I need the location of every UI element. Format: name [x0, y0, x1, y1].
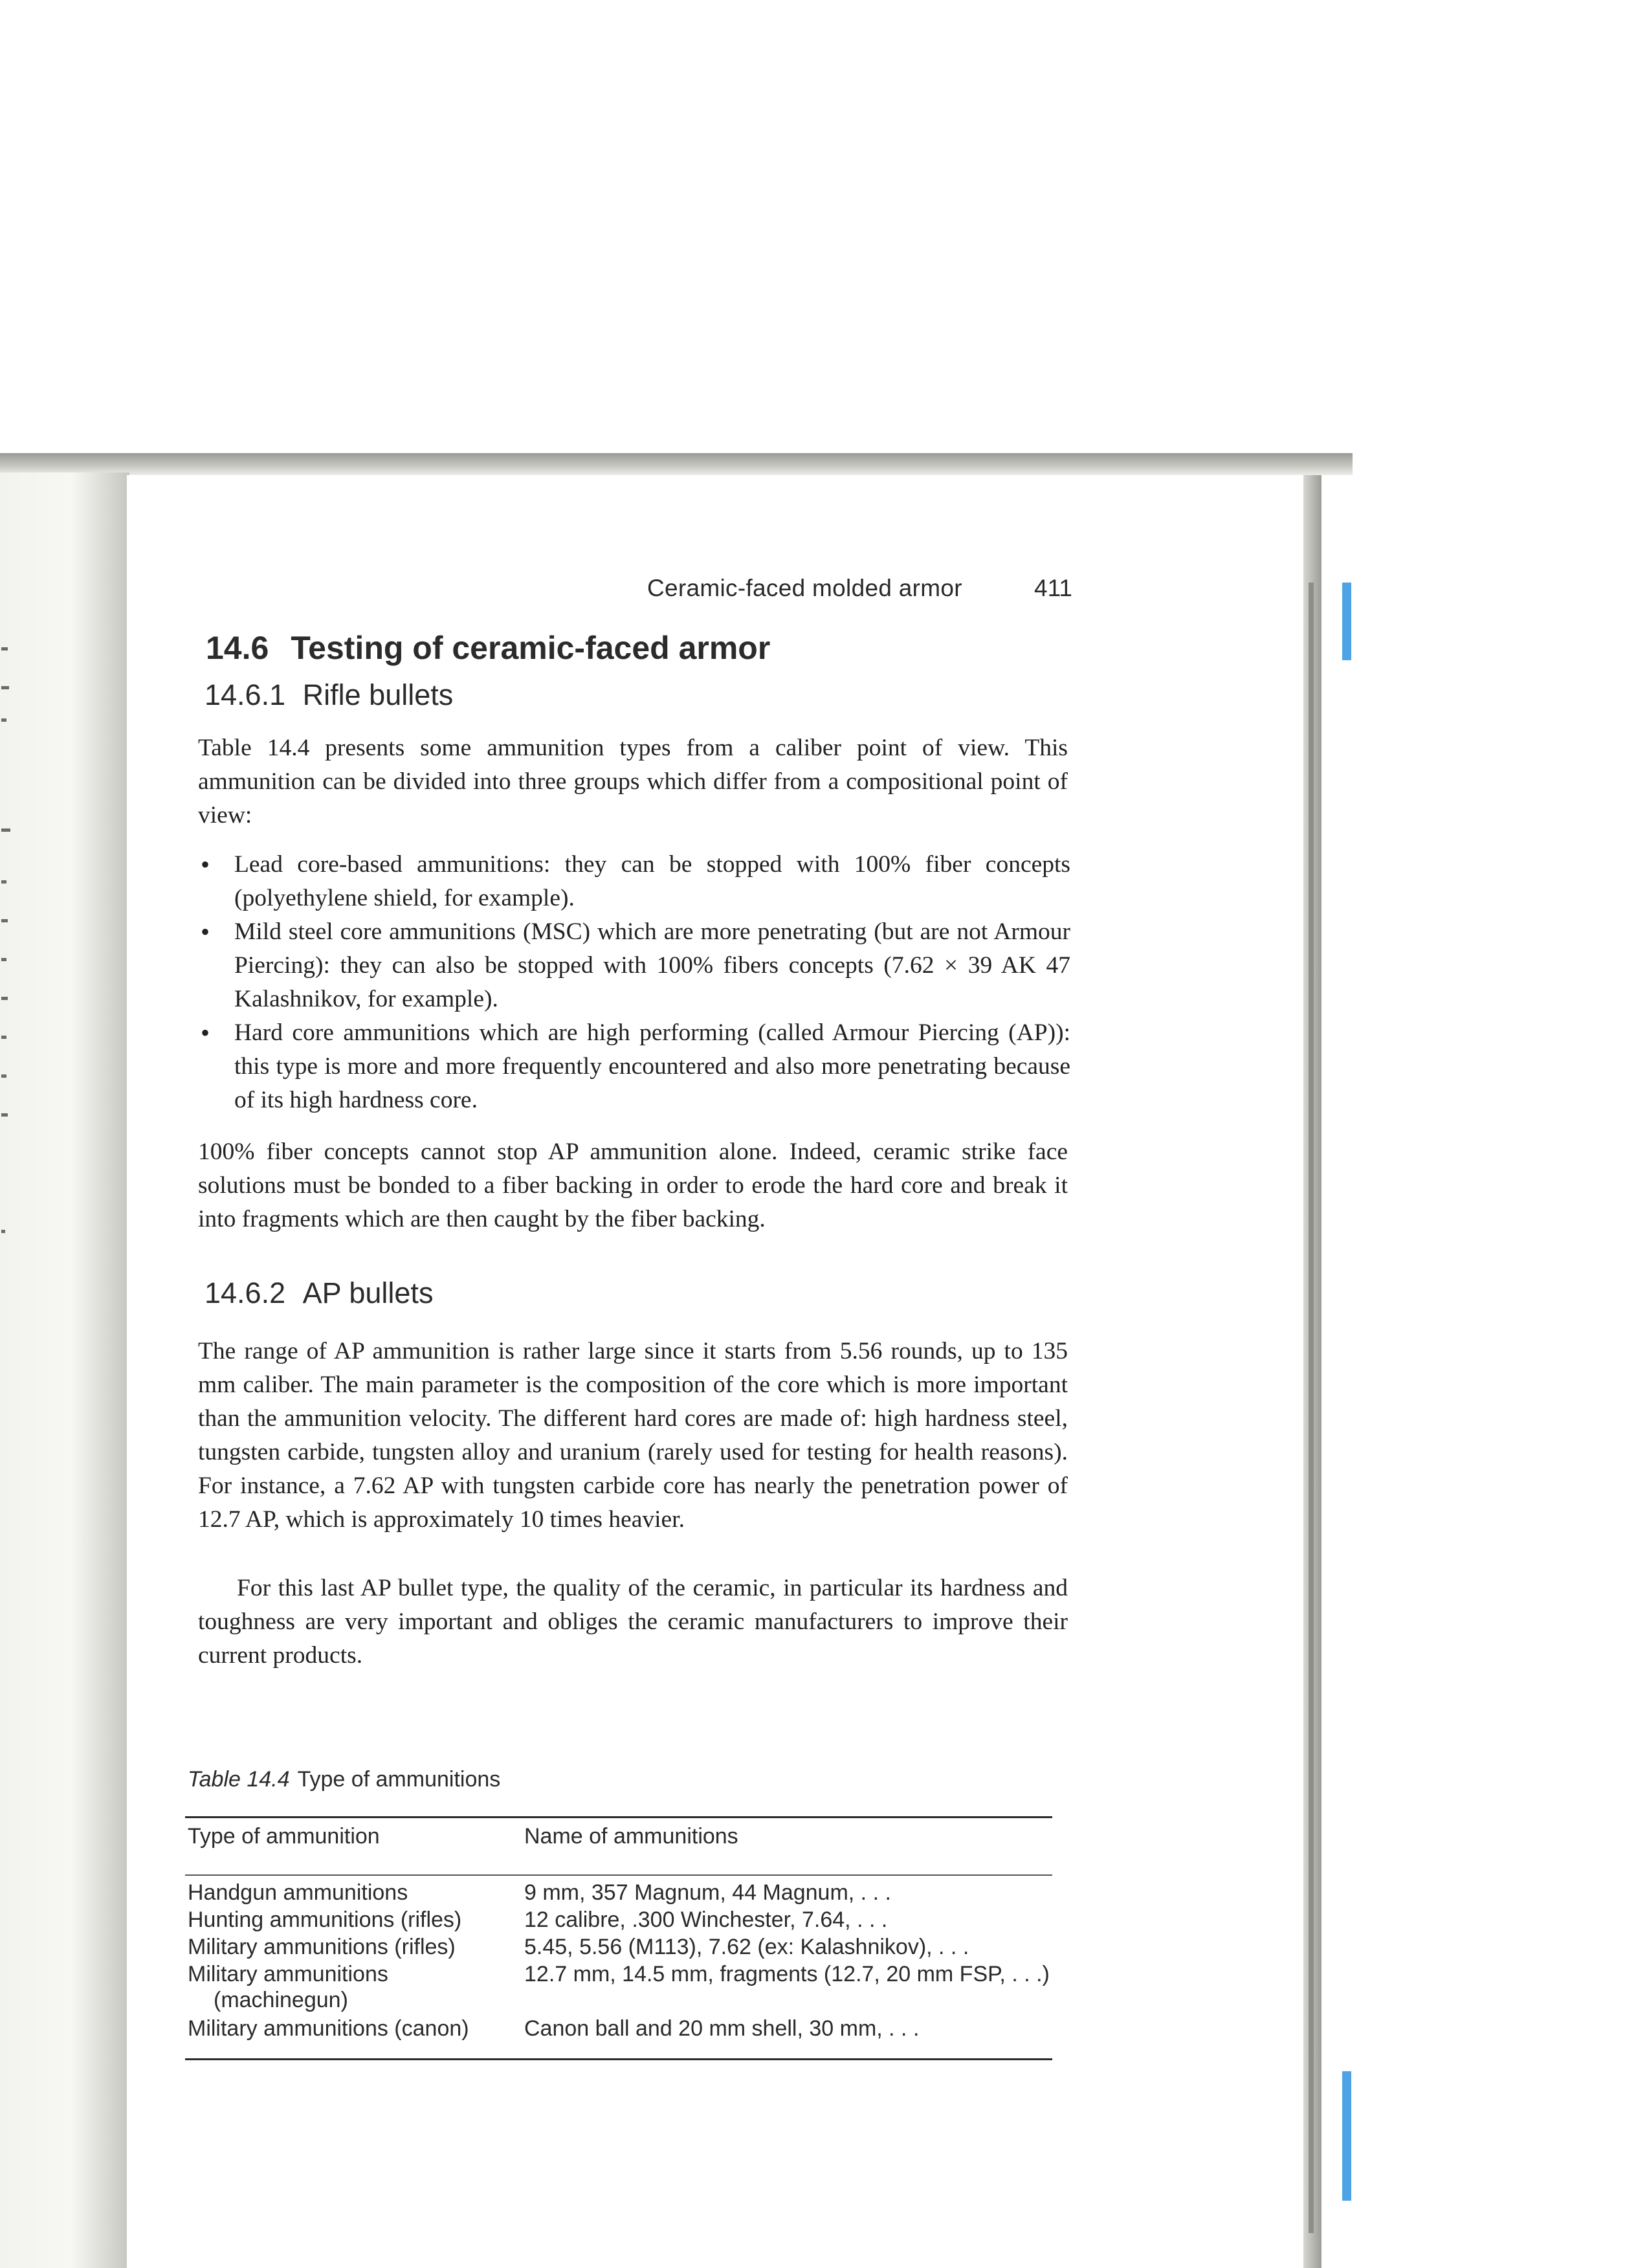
table-caption-text: Type of ammunitions: [297, 1767, 501, 1792]
table-cell-type: [188, 1961, 524, 2013]
section-heading: [206, 629, 770, 667]
left-page-bleed-marks: [1, 647, 21, 1295]
table-caption-label: Table 14.4: [188, 1767, 290, 1792]
section-number: 14.6: [206, 630, 269, 666]
table-cell-type-continuation: (machinegun): [214, 1988, 348, 2012]
subsection-title: AP bullets: [302, 1276, 434, 1309]
subsection-number: 14.6.1: [204, 678, 286, 711]
table-cell-names: 9 mm, 357 Magnum, 44 Magnum, . . .: [524, 1880, 891, 1905]
paragraph-fiber-concepts: 100% fiber concepts cannot stop AP ammunition alone. Indeed, ceramic strike face solutions must be bonded to a fiber backing in order to erode the hard core and break it into fragments which are then caught by the fiber backing.: [198, 1139, 1068, 1232]
subsection-number: 14.6.2: [204, 1276, 286, 1309]
page-fore-edge-line: [1309, 583, 1314, 2233]
list-item: • Hard core ammunitions which are high performing (called Armour Piercing (AP)): this type is more and more frequently encountered and also more penetrating because of its high hardness core.: [198, 1016, 1070, 1117]
thumb-tab-marker: [1342, 2071, 1351, 2201]
page-number: 411: [1034, 575, 1072, 601]
table-cell-names: Canon ball and 20 mm shell, 30 mm, . . .: [524, 2016, 920, 2041]
book-spread-shadow: [0, 453, 1353, 475]
table-cell-type: Military ammunitions (rifles): [188, 1935, 456, 1959]
running-header: Ceramic-faced molded armor: [647, 575, 962, 601]
subsection-heading-ap-bullets: [204, 1276, 433, 1310]
table-bottom-rule: [185, 2058, 1052, 2060]
table-header-type: Type of ammunition: [188, 1824, 380, 1849]
table-cell-names: 5.45, 5.56 (M113), 7.62 (ex: Kalashnikov), . . .: [524, 1935, 969, 1959]
table-header-rule: [185, 1874, 1052, 1876]
table-cell-type-line: Military ammunitions: [188, 1962, 388, 1986]
ammunition-group-list: [198, 848, 1070, 1117]
table-top-rule: [185, 1816, 1052, 1818]
paragraph-ceramic-quality: For this last AP bullet type, the quality of the ceramic, in particular its hardness and toughness are very important and obliges the ceramic manufacturers to improve their current products.: [198, 1575, 1068, 1669]
subsection-heading-rifle-bullets: [204, 678, 453, 712]
section-title: Testing of ceramic-faced armor: [291, 630, 771, 666]
table-header-names: Name of ammunitions: [524, 1824, 738, 1849]
list-item: • Lead core-based ammunitions: they can be stopped with 100% fiber concepts (polyethylene shield, for example).: [198, 848, 1070, 915]
paragraph-intro: Table 14.4 presents some ammunition types from a caliber point of view. This ammunition can be divided into three groups which differ from a compositional point of view:: [198, 735, 1068, 828]
table-cell-names: 12 calibre, .300 Winchester, 7.64, . . .: [524, 1907, 888, 1932]
table-cell-type: Military ammunitions (canon): [188, 2016, 469, 2041]
thumb-tab-marker: [1342, 583, 1351, 660]
table-cell-type: Hunting ammunitions (rifles): [188, 1907, 462, 1932]
list-item: • Mild steel core ammunitions (MSC) which are more penetrating (but are not Armour Piercing): they can also be stopped with 100% fibers concepts (7.62 × 39 AK 47 Kalashnikov, for example).: [198, 915, 1070, 1016]
paragraph-ap-range: The range of AP ammunition is rather large since it starts from 5.56 rounds, up to 135 mm caliber. The main parameter is the composition of the core which is more important than the ammunition velocity. The different hard cores are made of: high hardness steel, tungsten carbide, tungsten alloy and uranium (rarely used for testing for health reasons). For instance, a 7.62 AP with tungsten carbide core has nearly the penetration power of 12.7 AP, which is approximately 10 times heavier.: [198, 1338, 1068, 1533]
table-cell-type: Handgun ammunitions: [188, 1880, 408, 1905]
table-cell-names: 12.7 mm, 14.5 mm, fragments (12.7, 20 mm FSP, . . .): [524, 1962, 1050, 1986]
table-caption: [188, 1767, 500, 1792]
subsection-title: Rifle bullets: [302, 678, 454, 711]
